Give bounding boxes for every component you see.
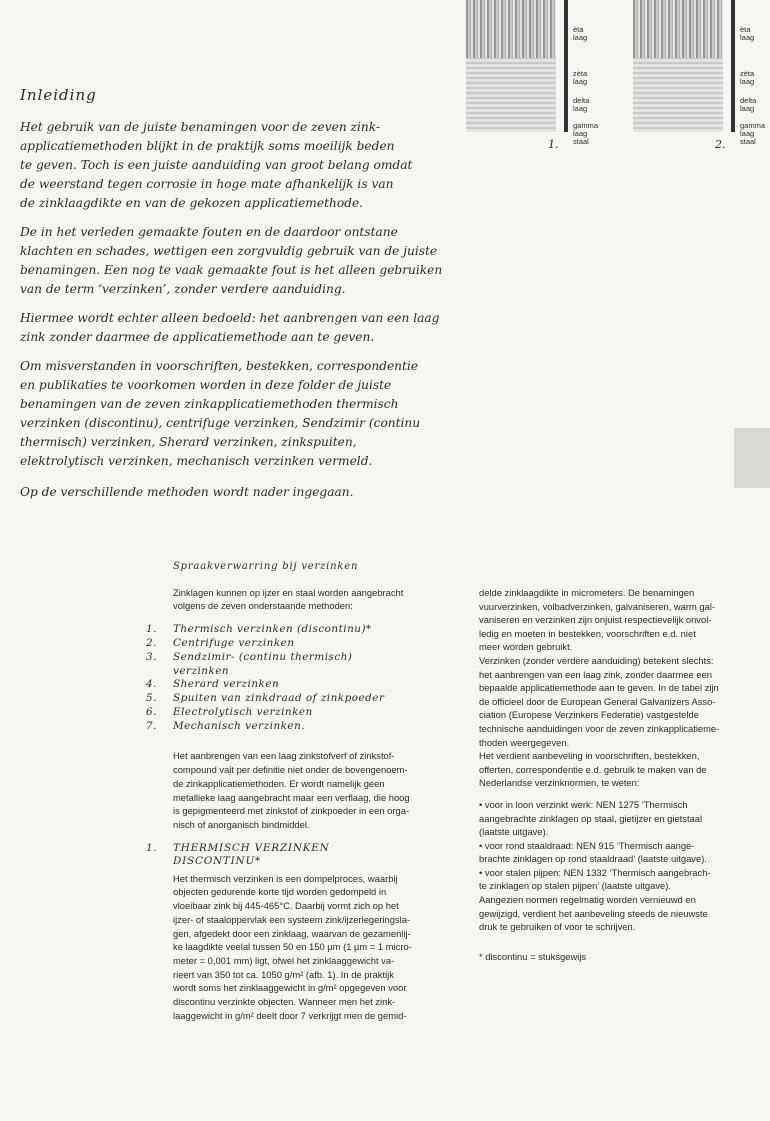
- right-paragraph-2: Verzinken (zonder verdere aanduiding) betekent slechts: het aanbrengen van een laag zink, zonder daarmee een bepaalde applicatiemethode aan te geven. In de tabel zijn de officieel door de European General Galvanizers Asso- ciation (Europese Verzinkers Federatie) vastgestelde technische aanduidingen voor de zeven zinkapplicatieme- thoden weergegeven.: [479, 654, 720, 748]
- method-item: 2. Centrifuge verzinken: [146, 636, 295, 649]
- label-gamma-2: gamma laag staal: [740, 121, 766, 146]
- method-item: 5. Spuiten van zinkdraad of zinkpoeder: [146, 692, 385, 705]
- method-item: 6. Electrolytisch verzinken: [146, 705, 313, 718]
- footnote: * discontinu = stuksgewijs: [479, 950, 587, 962]
- figure-number-1: 1.: [548, 138, 559, 151]
- intro-paragraph-1: Het gebruik van de juiste benamingen voor de zeven zink- applicatiemethoden blijkt in de praktijk soms moeilijk beden te geven. Toch is een juiste aanduiding van groot belang omdat de weerstand tegen corrosie in hoge mate afhankelijk is van de zinklaagdikte en van de gekozen applicatiemethode.: [20, 120, 413, 210]
- method-item: 7. Mechanisch verzinken.: [146, 719, 306, 732]
- section-1-title-text: THERMISCH VERZINKEN DISCONTINU*: [173, 841, 330, 867]
- section-1-title: [146, 842, 448, 868]
- layer-scale-bar-2: [731, 0, 735, 132]
- right-column: [479, 586, 756, 963]
- section-1-body: Het thermisch verzinken is een dompelproces, waarbij objecten gedurende korte tijd worden gedompeld in vloeibaar zink bij 445-465°C. Daarbij vormt zich op het ijzer- of staaloppervlak een systeem zink/ijzerlegeringsla- gen, afgedekt door een zinklaag, waarvan de gezamenlij- ke laagdikte veelal tussen 50 en 150 µm (1 µm = 1 micro- meter = 0,001 mm) ligt, ofwel het zinklaaggewicht va- rieert van 350 tot ca. 1050 g/m² (afb. 1). In de praktijk wordt soms het zinklaaggewicht in g/m² opgegeven voor discontinu verzinkte objecten. Wanneer men het zink- laaggewicht in g/m² deelt door 7 verkrijgt men de gemid-: [173, 872, 412, 1021]
- label-zeta-2: zèta laag: [740, 69, 755, 86]
- label-zeta-1: zèta laag: [573, 69, 588, 86]
- intro-paragraph-5: Op de verschillende methoden wordt nader ingegaan.: [20, 485, 354, 499]
- label-gamma-1: gamma laag staal: [573, 121, 599, 146]
- norm-bullet-1: • voor in loon verzinkt werk: NEN 1275 ‘Thermisch aangebrachte zinklagen op staal, gietijzer en gietstaal (laatste uitgave).: [479, 798, 703, 838]
- micrograph-image-2: [633, 0, 723, 132]
- method-item: 1. Thermisch verzinken (discontinu)*: [146, 623, 372, 636]
- intro-title: Inleiding: [20, 86, 97, 104]
- methods-lead: Zinklagen kunnen op ijzer en staal worden aangebracht volgens de zeven onderstaande methoden:: [173, 586, 404, 612]
- figure-number-2: 2.: [715, 138, 726, 151]
- page-edge-shade: [734, 428, 770, 488]
- label-eta-2: èta laag: [740, 25, 755, 42]
- methods-list: [146, 623, 448, 733]
- label-delta-2: delta laag: [740, 96, 757, 113]
- label-eta-1: èta laag: [573, 25, 588, 42]
- intro-paragraph-4: Om misverstanden in voorschriften, bestekken, correspondentie en publikaties te voorkomen worden in deze folder de juiste benamingen van de zeven zinkapplicatiemethoden thermisch verzinken (discontinu), centrifuge verzinken, Sendzimir (continu thermisch) verzinken, Sherard verzinken, zinkspuiten, elektrolytisch verzinken, mechanisch verzinken vermeld.: [20, 359, 421, 468]
- intro-paragraph-3: Hiermee wordt echter alleen bedoeld: het aanbrengen van een laag zink zonder daarmee de applicatiemethode aan te geven.: [20, 311, 440, 344]
- method-item: 4. Sherard verzinken: [146, 678, 280, 691]
- paint-note: Het aanbrengen van een laag zinkstofverf of zinkstof- compound valt per definitie niet onder de bovengenoem- de zinkapplicatiemethoden. Er wordt namelijk geen metallieke laag aangebracht maar een verflaag, die hoog is gepigmenteerd met zinkstof of zinkpoeder in een orga- nisch of anorganisch bindmiddel.: [173, 750, 410, 830]
- intro-text: [20, 118, 490, 512]
- micrograph-image-1: [466, 0, 556, 132]
- right-paragraph-1: delde zinklaagdikte in micrometers. De benamingen vuurverzinken, volbadverzinken, galvaniseren, warm gal- vaniseren en verzinken zijn onjuist respectievelijk onvol- ledig en moeten in bestekken, voorschriften e.d. niet meer worden gebruikt.: [479, 587, 716, 653]
- layer-scale-bar-1: [564, 0, 568, 132]
- method-item: 3. Sendzimir- (continu thermisch): [146, 650, 353, 663]
- left-column: [146, 560, 448, 1032]
- section-1-number: 1.: [146, 841, 158, 854]
- label-delta-1: delta laag: [573, 96, 590, 113]
- norm-bullet-3: • voor stalen pijpen: NEN 1332 ‘Thermisch aangebrach- te zinklagen op stalen pijpen’ (laatste uitgave).: [479, 866, 711, 892]
- section-heading: Spraakverwarring bij verzinken: [173, 561, 359, 572]
- intro-paragraph-2: De in het verleden gemaakte fouten en de daardoor ontstane klachten en schades, wettigen een zorgvuldig gebruik van de juiste benamingen. Een nog te vaak gemaakte fout is het alleen gebruiken van de term ‘verzinken’, zonder verdere aanduiding.: [20, 225, 443, 296]
- right-paragraph-4: Aangezien normen regelmatig worden vernieuwd en gewijzigd, verdient het aanbeveling steeds de nieuwste druk te gebruiken of voor te schrijven.: [479, 894, 708, 933]
- norm-bullet-2: • voor rond staaldraad: NEN 915 ‘Thermisch aange- brachte zinklagen op rond staaldraad’ (laatste uitgave).: [479, 839, 707, 865]
- method-item: verzinken: [173, 664, 230, 677]
- right-paragraph-3: Het verdient aanbeveling in voorschriften, bestekken, offerten, correspondentie e.d. gebruik te maken van de Nederlandse verzinknormen, te weten:: [479, 750, 707, 789]
